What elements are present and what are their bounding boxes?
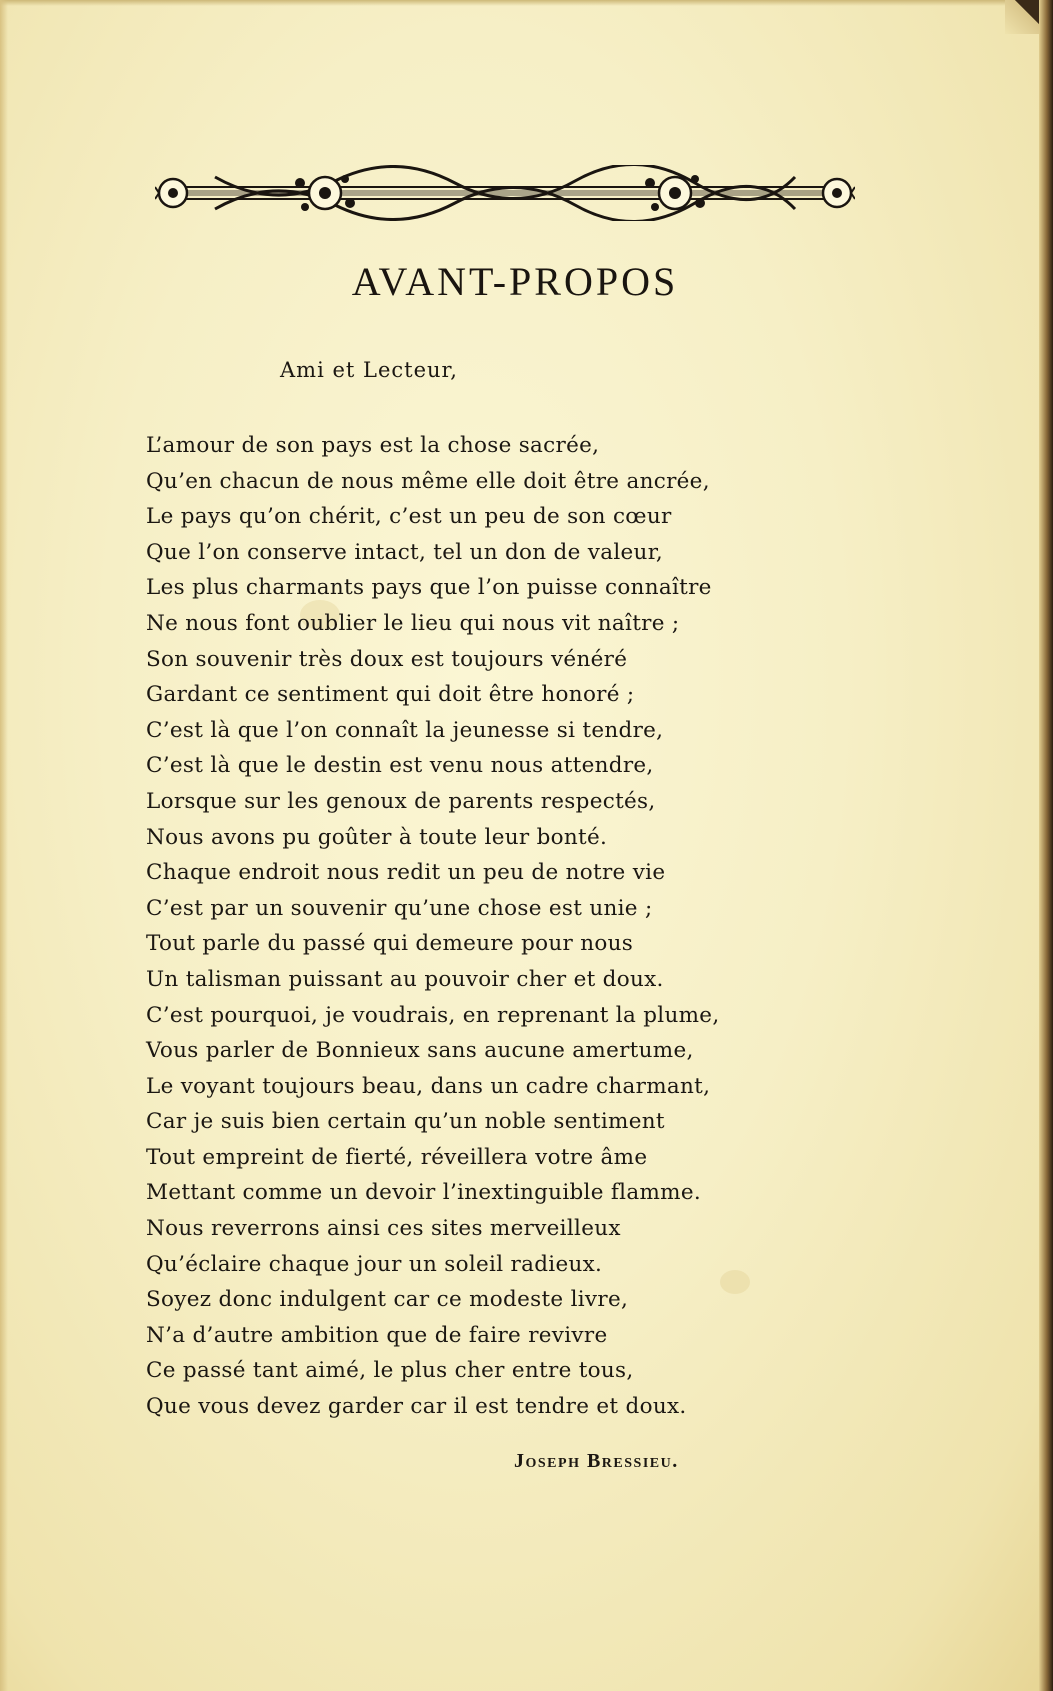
greeting: Ami et Lecteur,	[280, 358, 458, 382]
poem-line: Ne nous font oublier le lieu qui nous vit naître ;	[146, 610, 680, 636]
poem-line: Tout parle du passé qui demeure pour nous	[146, 931, 634, 957]
poem-line: Qu’en chacun de nous même elle doit être ancrée,	[146, 468, 710, 494]
poem-line: N’a d’autre ambition que de faire revivre	[146, 1322, 608, 1348]
poem-line: Nous reverrons ainsi ces sites merveilleux	[146, 1216, 621, 1242]
poem-line: Que l’on conserve intact, tel un don de valeur,	[146, 539, 664, 565]
poem-line: Nous avons pu goûter à toute leur bonté.	[146, 824, 608, 850]
page-top-edge	[0, 0, 1053, 6]
poem-line: C’est par un souvenir qu’une chose est unie ;	[146, 895, 653, 921]
page-left-edge	[0, 0, 8, 1691]
poem-line: Le pays qu’on chérit, c’est un peu de son cœur	[146, 504, 672, 530]
poem-line: Un talisman puissant au pouvoir cher et doux.	[146, 966, 664, 992]
poem-line: Lorsque sur les genoux de parents respectés,	[146, 788, 656, 814]
poem-line: Chaque endroit nous redit un peu de notre vie	[146, 860, 666, 886]
poem-line: Que vous devez garder car il est tendre et doux.	[146, 1394, 687, 1420]
poem-line: Vous parler de Bonnieux sans aucune amertume,	[146, 1038, 694, 1064]
poem-line: C’est pourquoi, je voudrais, en reprenant la plume,	[146, 1002, 720, 1028]
poem-line: C’est là que l’on connaît la jeunesse si tendre,	[146, 717, 664, 743]
floral-garland-ornament-icon	[155, 165, 855, 221]
poem-line: Tout empreint de fierté, réveillera votre âme	[146, 1144, 648, 1170]
poem-line: Mettant comme un devoir l’inextinguible flamme.	[146, 1180, 701, 1206]
poem	[146, 428, 846, 1425]
page-right-edge-binding	[1039, 0, 1053, 1691]
corner-fold	[1005, 0, 1039, 34]
poem-line: Ce passé tant aimé, le plus cher entre tous,	[146, 1358, 634, 1384]
poem-line: Les plus charmants pays que l’on puisse connaître	[146, 575, 712, 601]
poem-line: Soyez donc indulgent car ce modeste livre,	[146, 1287, 629, 1313]
poem-line: C’est là que le destin est venu nous attendre,	[146, 753, 654, 779]
poem-line: Le voyant toujours beau, dans un cadre charmant,	[146, 1073, 711, 1099]
poem-line: Qu’éclaire chaque jour un soleil radieux.	[146, 1251, 603, 1277]
author-signature: Joseph Bressieu.	[514, 1450, 679, 1472]
poem-line: Son souvenir très doux est toujours vénéré	[146, 646, 628, 672]
poem-line: Car je suis bien certain qu’un noble sentiment	[146, 1109, 665, 1135]
poem-line: L’amour de son pays est la chose sacrée,	[146, 433, 600, 458]
poem-line: Gardant ce sentiment qui doit être honoré ;	[146, 682, 635, 708]
page-title: AVANT-PROPOS	[351, 259, 679, 304]
